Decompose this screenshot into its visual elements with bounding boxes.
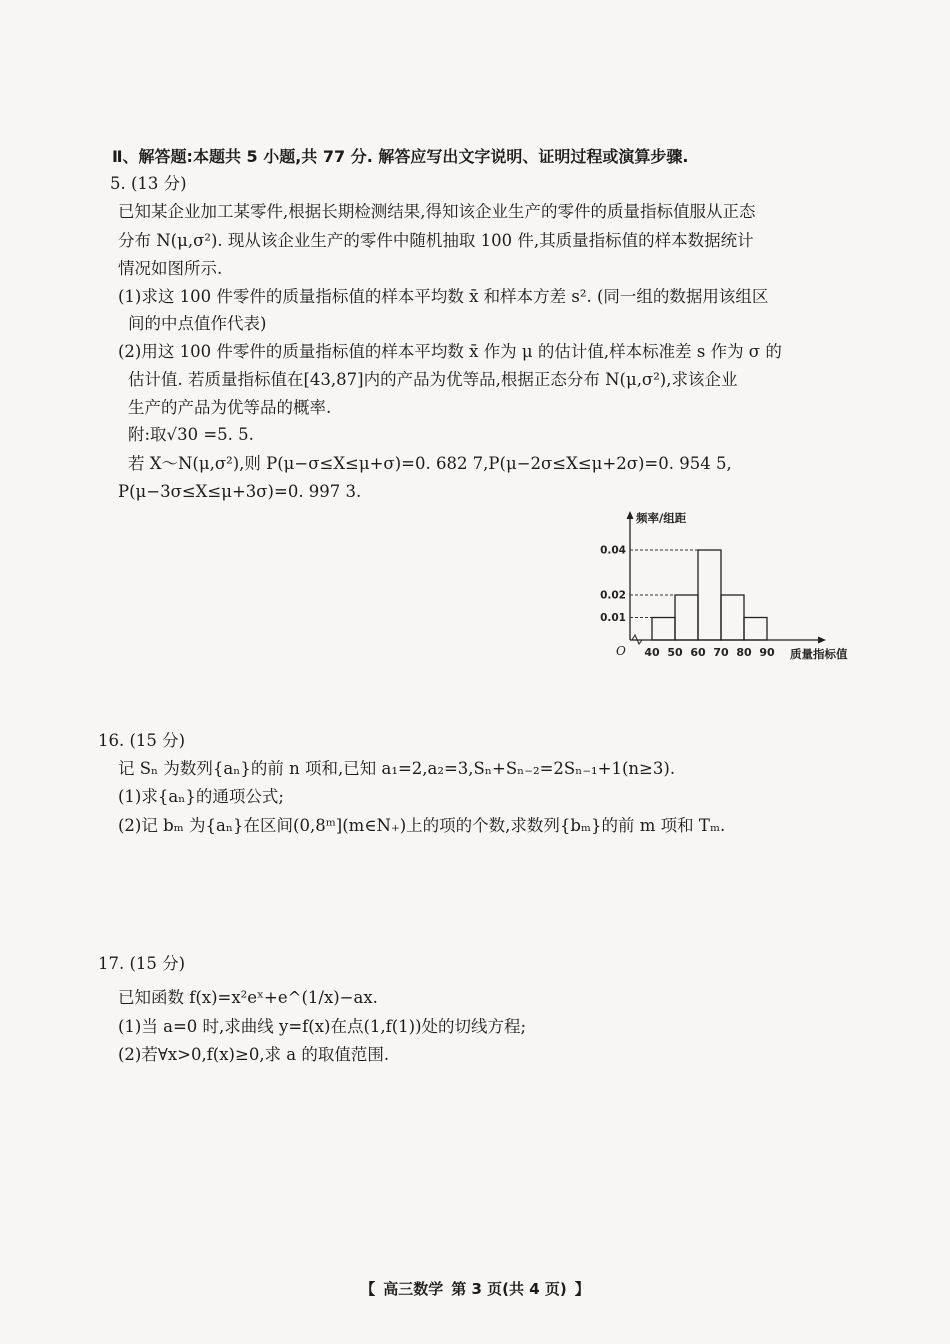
footer-subject: 高三数学 — [383, 1280, 444, 1298]
footer-left-bracket: 【 — [360, 1280, 376, 1298]
x-tick-label: 80 — [736, 646, 752, 659]
question-17-part-1: (1)当 a=0 时,求曲线 y=f(x)在点(1,f(1))处的切线方程; — [118, 1017, 527, 1036]
x-axis-arrow — [818, 637, 826, 644]
page-footer — [0, 1278, 950, 1299]
question-15-part-2-line-3: 生产的产品为优等品的概率. — [128, 398, 332, 417]
question-16-part-1: (1)求{aₙ}的通项公式; — [118, 787, 284, 806]
question-15-appendix-line-1: 附:取√30 =5. 5. — [128, 425, 254, 444]
question-16-number: 16. (15 分) — [98, 731, 186, 750]
footer-right-bracket: 】 — [574, 1280, 590, 1298]
question-15-part-2-line-2: 估计值. 若质量指标值在[43,87]内的产品为优等品,根据正态分布 N(μ,σ²),求该企业 — [128, 370, 738, 389]
histogram-bar — [698, 550, 721, 640]
question-15-appendix-line-3: P(μ−3σ≤X≤μ+3σ)=0. 997 3. — [118, 482, 362, 501]
histogram-svg — [590, 500, 880, 680]
x-tick-label: 90 — [759, 646, 775, 659]
footer-page-number: 第 3 页(共 4 页) — [451, 1280, 567, 1298]
question-15-part-1-line-2: 间的中点值作代表) — [128, 314, 267, 333]
question-15-appendix-line-2: 若 X～N(μ,σ²),则 P(μ−σ≤X≤μ+σ)=0. 682 7,P(μ−2σ≤X≤μ+2σ)=0. 954 5, — [128, 454, 732, 473]
x-tick-label: 70 — [713, 646, 729, 659]
question-15-number: 5. (13 分) — [110, 174, 187, 193]
x-tick-label: 50 — [667, 646, 683, 659]
x-tick-label: 60 — [690, 646, 706, 659]
x-axis-title: 质量指标值 — [790, 647, 848, 661]
question-15-part-2-line-1: (2)用这 100 件零件的质量指标值的样本平均数 x̄ 作为 μ 的估计值,样本标准差 s 作为 σ 的 — [118, 342, 782, 361]
question-15-stem-line-2: 分布 N(μ,σ²). 现从该企业生产的零件中随机抽取 100 件,其质量指标值的样本数据统计 — [118, 231, 754, 250]
question-17-stem: 已知函数 f(x)=x²eˣ+e^(1/x)−ax. — [118, 988, 378, 1007]
question-17-part-2: (2)若∀x>0,f(x)≥0,求 a 的取值范围. — [118, 1045, 390, 1064]
question-15-stem-line-3: 情况如图所示. — [118, 259, 223, 278]
y-axis-title: 频率/组距 — [636, 511, 687, 525]
question-15-stem-line-1: 已知某企业加工某零件,根据长期检测结果,得知该企业生产的零件的质量指标值服从正态 — [118, 202, 756, 221]
y-tick-label: 0.04 — [600, 544, 626, 557]
histogram-bar — [744, 618, 767, 641]
y-axis-arrow — [627, 511, 634, 519]
y-tick-label: 0.02 — [600, 589, 626, 602]
question-16-part-2: (2)记 bₘ 为{aₙ}在区间(0,8ᵐ](m∈N₊)上的项的个数,求数列{bₘ}的前 m 项和 Tₘ. — [118, 816, 726, 835]
histogram-bar — [675, 595, 698, 640]
question-15-part-1-line-1: (1)求这 100 件零件的质量指标值的样本平均数 x̄ 和样本方差 s². (同一组的数据用该组区 — [118, 287, 769, 306]
histogram-bar — [652, 618, 675, 641]
histogram-bar — [721, 595, 744, 640]
histogram — [590, 500, 880, 680]
section-heading: Ⅱ、解答题:本题共 5 小题,共 77 分. 解答应写出文字说明、证明过程或演算步骤. — [112, 147, 689, 166]
x-tick-label: 40 — [644, 646, 660, 659]
question-17-number: 17. (15 分) — [98, 954, 186, 973]
y-tick-label: 0.01 — [600, 612, 626, 624]
question-16-stem: 记 Sₙ 为数列{aₙ}的前 n 项和,已知 a₁=2,a₂=3,Sₙ+Sₙ₋₂=2Sₙ₋₁+1(n≥3). — [118, 759, 676, 778]
origin-label: O — [616, 644, 626, 658]
